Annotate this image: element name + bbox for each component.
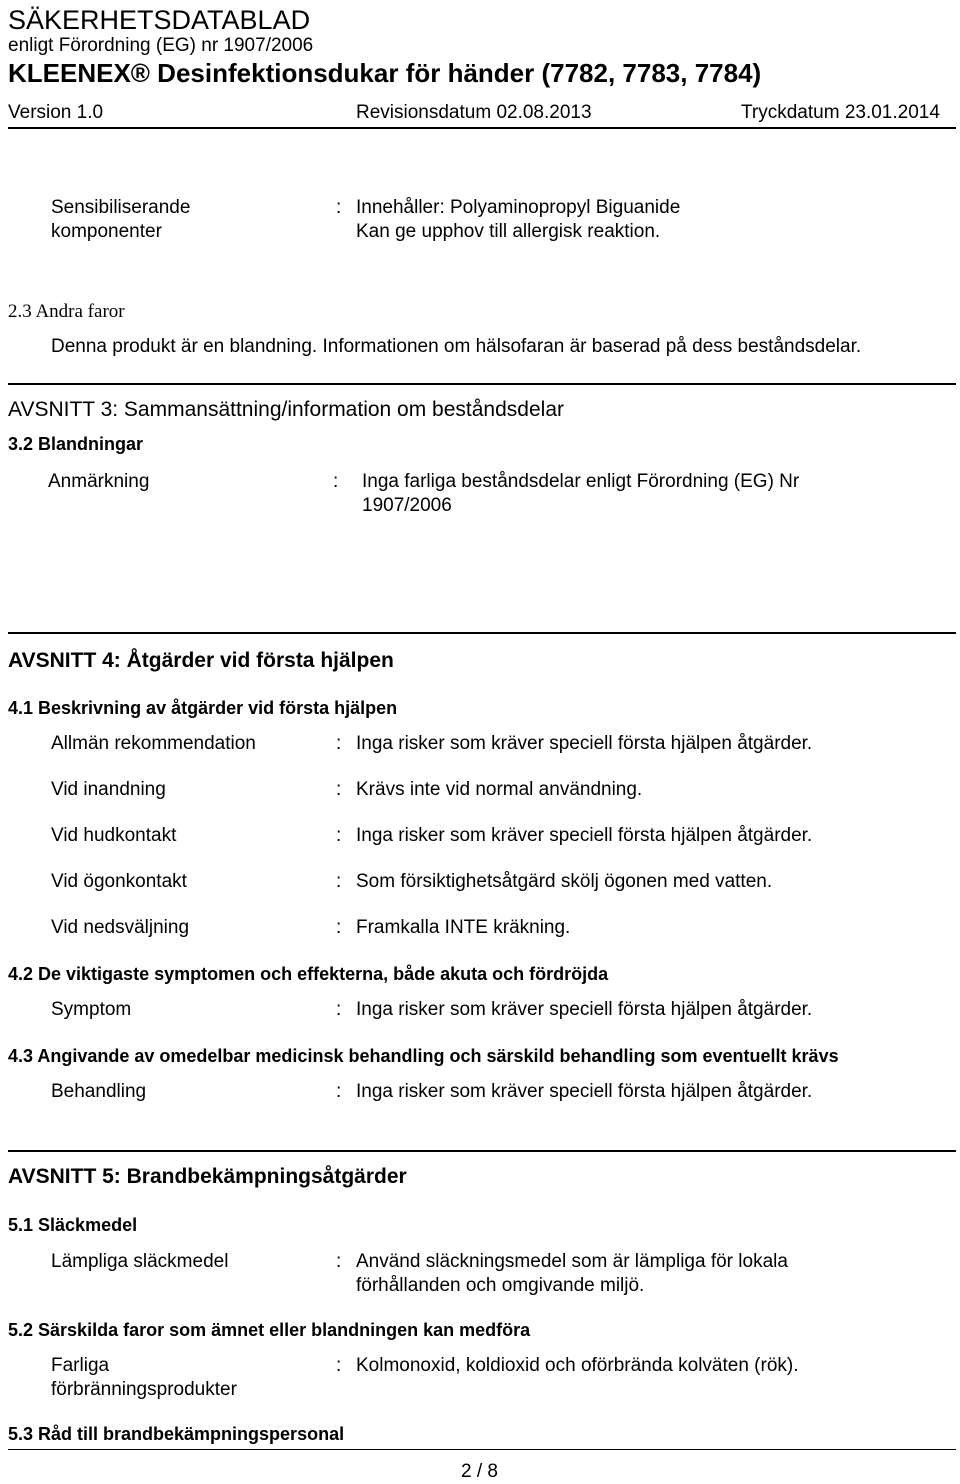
section-5-divider — [8, 1150, 956, 1152]
section-4-1-heading: 4.1 Beskrivning av åtgärder vid första hjälpen — [8, 698, 398, 718]
combustion-products-label-line1: Farliga — [51, 1355, 110, 1376]
colon-separator: : — [336, 1081, 342, 1102]
first-aid-row-value: Inga risker som kräver speciell första hjälpen åtgärder. — [356, 733, 813, 754]
first-aid-row-label: Allmän rekommendation — [51, 733, 256, 754]
section-5-heading: AVSNITT 5: Brandbekämpningsåtgärder — [8, 1165, 407, 1188]
section-4-2-heading: 4.2 De viktigaste symptomen och effekterna, både akuta och fördröjda — [8, 964, 609, 984]
first-aid-row-value: Framkalla INTE kräkning. — [356, 917, 571, 938]
note-value-line2: 1907/2006 — [362, 495, 452, 516]
colon-separator: : — [336, 917, 342, 938]
treatment-value: Inga risker som kräver speciell första hjälpen åtgärder. — [356, 1081, 813, 1102]
section-4-3-heading: 4.3 Angivande av omedelbar medicinsk behandling och särskild behandling som eventuellt krävs — [8, 1046, 839, 1066]
document-type-title: SÄKERHETSDATABLAD — [8, 5, 311, 35]
treatment-label: Behandling — [51, 1081, 147, 1102]
colon-separator: : — [336, 1355, 342, 1376]
section-2-3-heading: 2.3 Andra faror — [8, 301, 125, 322]
first-aid-row-value: Krävs inte vid normal användning. — [356, 779, 643, 800]
section-5-1-heading: 5.1 Släckmedel — [8, 1215, 138, 1235]
extinguishing-media-value-line1: Använd släckningsmedel som är lämpliga för lokala — [356, 1251, 788, 1272]
colon-separator: : — [336, 733, 342, 754]
note-value-line1: Inga farliga beståndsdelar enligt Förordning (EG) Nr — [362, 471, 800, 492]
sensitizing-label-line2: komponenter — [51, 221, 162, 242]
section-5-3-heading: 5.3 Råd till brandbekämpningspersonal — [8, 1424, 345, 1444]
colon-separator: : — [336, 825, 342, 846]
colon-separator: : — [336, 197, 342, 218]
sensitizing-label-line1: Sensibiliserande — [51, 197, 191, 218]
section-3-heading: AVSNITT 3: Sammansättning/information om beståndsdelar — [8, 398, 564, 421]
sensitizing-value-line2: Kan ge upphov till allergisk reaktion. — [356, 221, 661, 242]
first-aid-row-label: Vid hudkontakt — [51, 825, 177, 846]
first-aid-row-label: Vid nedsväljning — [51, 917, 190, 938]
version-label: Version 1.0 — [8, 102, 104, 123]
regulation-subtitle: enligt Förordning (EG) nr 1907/2006 — [8, 35, 314, 56]
first-aid-row-label: Vid inandning — [51, 779, 166, 800]
section-4-heading: AVSNITT 4: Åtgärder vid första hjälpen — [8, 649, 394, 672]
combustion-products-value: Kolmonoxid, koldioxid och oförbrända kolväten (rök). — [356, 1355, 799, 1376]
colon-separator: : — [333, 471, 339, 492]
section-2-3-text: Denna produkt är en blandning. Informationen om hälsofaran är baserad på dess beståndsdelar. — [51, 336, 862, 357]
product-name: KLEENEX® Desinfektionsdukar för händer (7782, 7783, 7784) — [8, 58, 762, 88]
extinguishing-media-label: Lämpliga släckmedel — [51, 1251, 229, 1272]
header-divider — [8, 127, 956, 129]
page-number: 2 / 8 — [461, 1461, 498, 1482]
sensitizing-value-line1: Innehåller: Polyaminopropyl Biguanide — [356, 197, 681, 218]
symptom-label: Symptom — [51, 999, 132, 1020]
colon-separator: : — [336, 779, 342, 800]
footer-divider — [8, 1449, 956, 1450]
first-aid-row-value: Inga risker som kräver speciell första hjälpen åtgärder. — [356, 825, 813, 846]
extinguishing-media-value-line2: förhållanden och omgivande miljö. — [356, 1275, 645, 1296]
section-3-divider — [8, 383, 956, 385]
print-date: Tryckdatum 23.01.2014 — [741, 102, 940, 123]
first-aid-row-value: Som försiktighetsåtgärd skölj ögonen med vatten. — [356, 871, 773, 892]
colon-separator: : — [336, 1251, 342, 1272]
combustion-products-label-line2: förbränningsprodukter — [51, 1379, 237, 1400]
section-3-2-heading: 3.2 Blandningar — [8, 434, 144, 454]
first-aid-row-label: Vid ögonkontakt — [51, 871, 187, 892]
section-5-2-heading: 5.2 Särskilda faror som ämnet eller blandningen kan medföra — [8, 1320, 531, 1340]
section-4-divider — [8, 632, 956, 634]
revision-date: Revisionsdatum 02.08.2013 — [356, 102, 592, 123]
colon-separator: : — [336, 871, 342, 892]
note-label: Anmärkning — [48, 471, 150, 492]
colon-separator: : — [336, 999, 342, 1020]
symptom-value: Inga risker som kräver speciell första hjälpen åtgärder. — [356, 999, 813, 1020]
